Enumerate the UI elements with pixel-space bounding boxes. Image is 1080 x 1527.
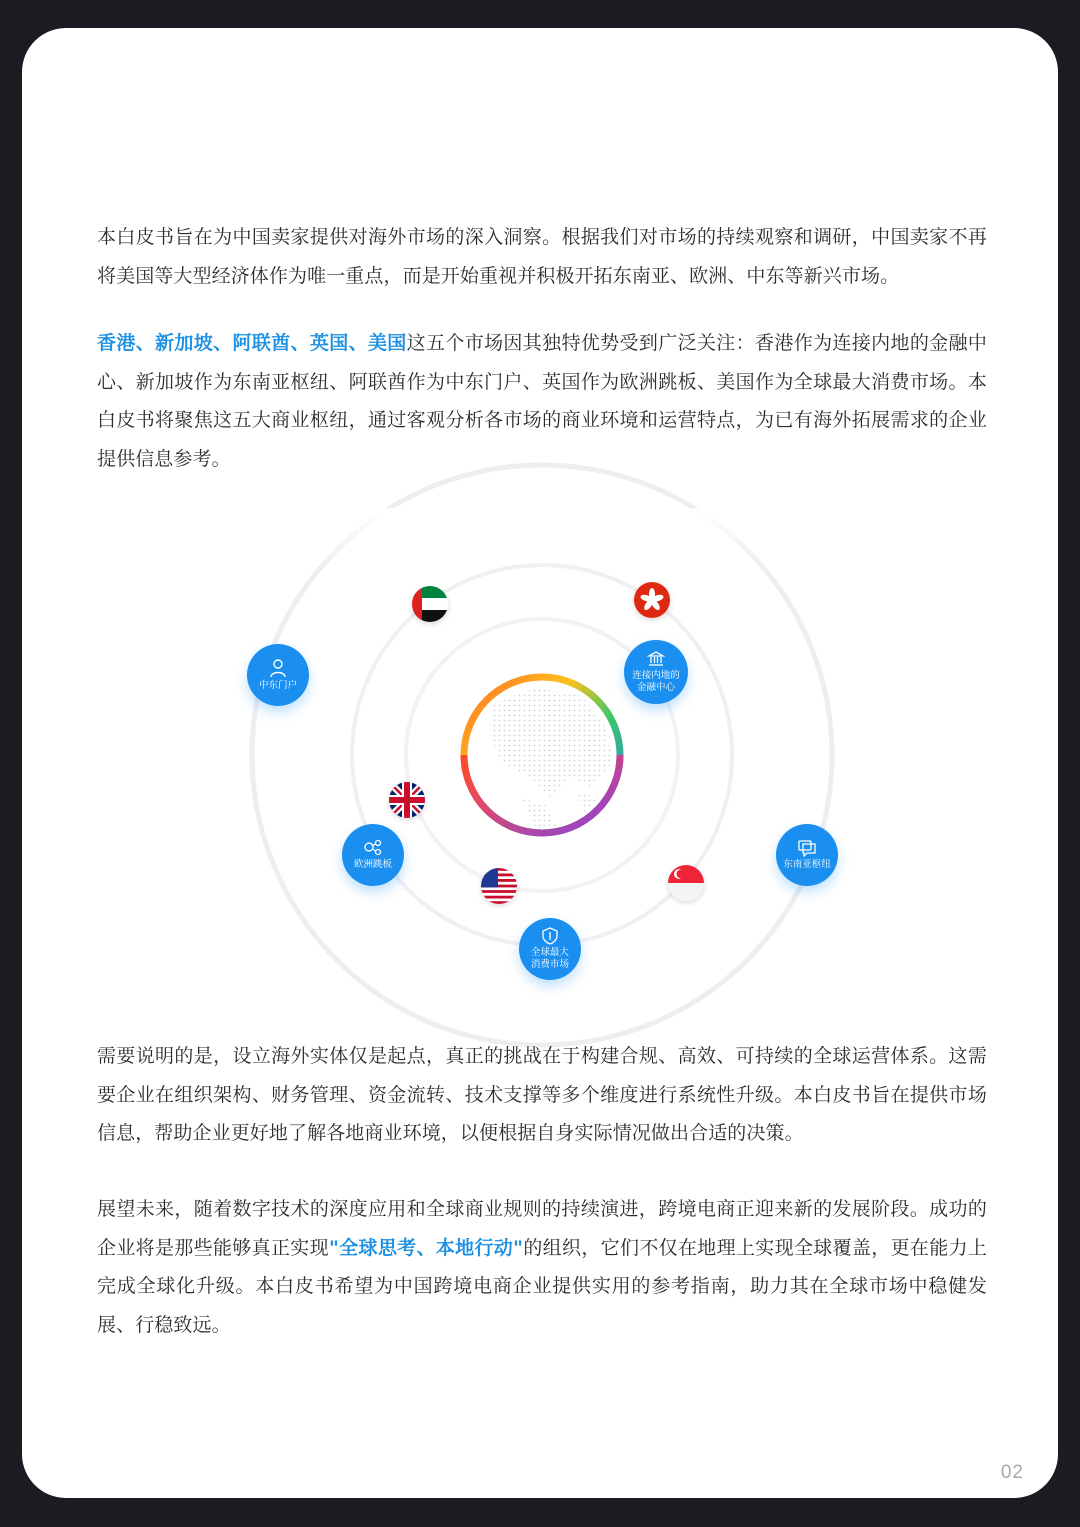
outlook-text-start: 展望未来，随着数字技术的深度应用和全球商业规则的持续演进，跨境电商正迎来新的发展阶段。成功的企业将是那些能够真正实现 — [97, 1198, 987, 1259]
operations-paragraph: 需要说明的是，设立海外实体仅是起点，真正的挑战在于构建合规、高效、可持续的全球运营体系。这需要企业在组织架构、财务管理、资金流转、技术支撑等多个维度进行系统性升级。本白皮书旨在提供市场信息，帮助企业更好地了解各地商业环境，以便根据自身实际情况做出合适的决策。 — [97, 1045, 987, 1144]
node-label: 欧洲跳板 — [353, 859, 392, 870]
uk-flag — [389, 782, 425, 818]
outlook-text-end: 的组织，它们不仅在地理上实现全球覆盖，更在能力上完成全球化升级。本白皮书希望为中国跨境电商企业提供实用的参考指南，助力其在全球市场中稳健发展、行稳致远。 — [97, 1236, 987, 1336]
node-label: 全球最大 消费市场 — [530, 947, 569, 970]
page-number: 02 — [1000, 1462, 1024, 1483]
slogan-highlight: "全球思考、本地行动" — [328, 1236, 524, 1259]
outlook-paragraph — [97, 1190, 987, 1344]
node-europe-springboard — [342, 824, 404, 886]
node-label: 中东门户 — [258, 680, 297, 691]
intro-paragraph: 本白皮书旨在为中国卖家提供对海外市场的深入洞察。根据我们对市场的持续观察和调研，中国卖家不再将美国等大型经济体作为唯一重点，而是开始重视并积极开拓东南亚、欧洲、中东等新兴市场。 — [97, 226, 987, 287]
person-icon — [269, 658, 287, 678]
node-southeast-asia-hub — [776, 824, 838, 886]
bank-icon — [647, 650, 665, 668]
shield-icon — [542, 927, 558, 945]
markets-paragraph — [97, 324, 987, 478]
node-financial-center — [624, 640, 688, 704]
markets-highlight: 香港、新加坡、阿联酋、英国、美国 — [97, 332, 407, 354]
node-consumer-market — [519, 918, 581, 980]
usa-flag — [481, 868, 517, 904]
node-label: 东南亚枢纽 — [783, 859, 831, 870]
document-page — [22, 28, 1058, 1498]
node-middle-east-gateway — [247, 644, 309, 706]
hong-kong-flag — [634, 582, 670, 618]
uae-flag — [412, 586, 448, 622]
node-label: 连接内地的 金融中心 — [632, 670, 680, 693]
network-icon — [363, 839, 383, 857]
singapore-flag — [668, 865, 704, 901]
chat-icon — [797, 839, 817, 857]
markets-description: 这五个市场因其独特优势受到广泛关注：香港作为连接内地的金融中心、新加坡作为东南亚枢纽、阿联酋作为中东门户、英国作为欧洲跳板、美国作为全球最大消费市场。本白皮书将聚焦这五大商业枢纽，通过客观分析各市场的商业环境和运营特点，为已有海外拓展需求的企业提供信息参考。 — [97, 332, 987, 470]
globe-icon — [464, 677, 620, 833]
